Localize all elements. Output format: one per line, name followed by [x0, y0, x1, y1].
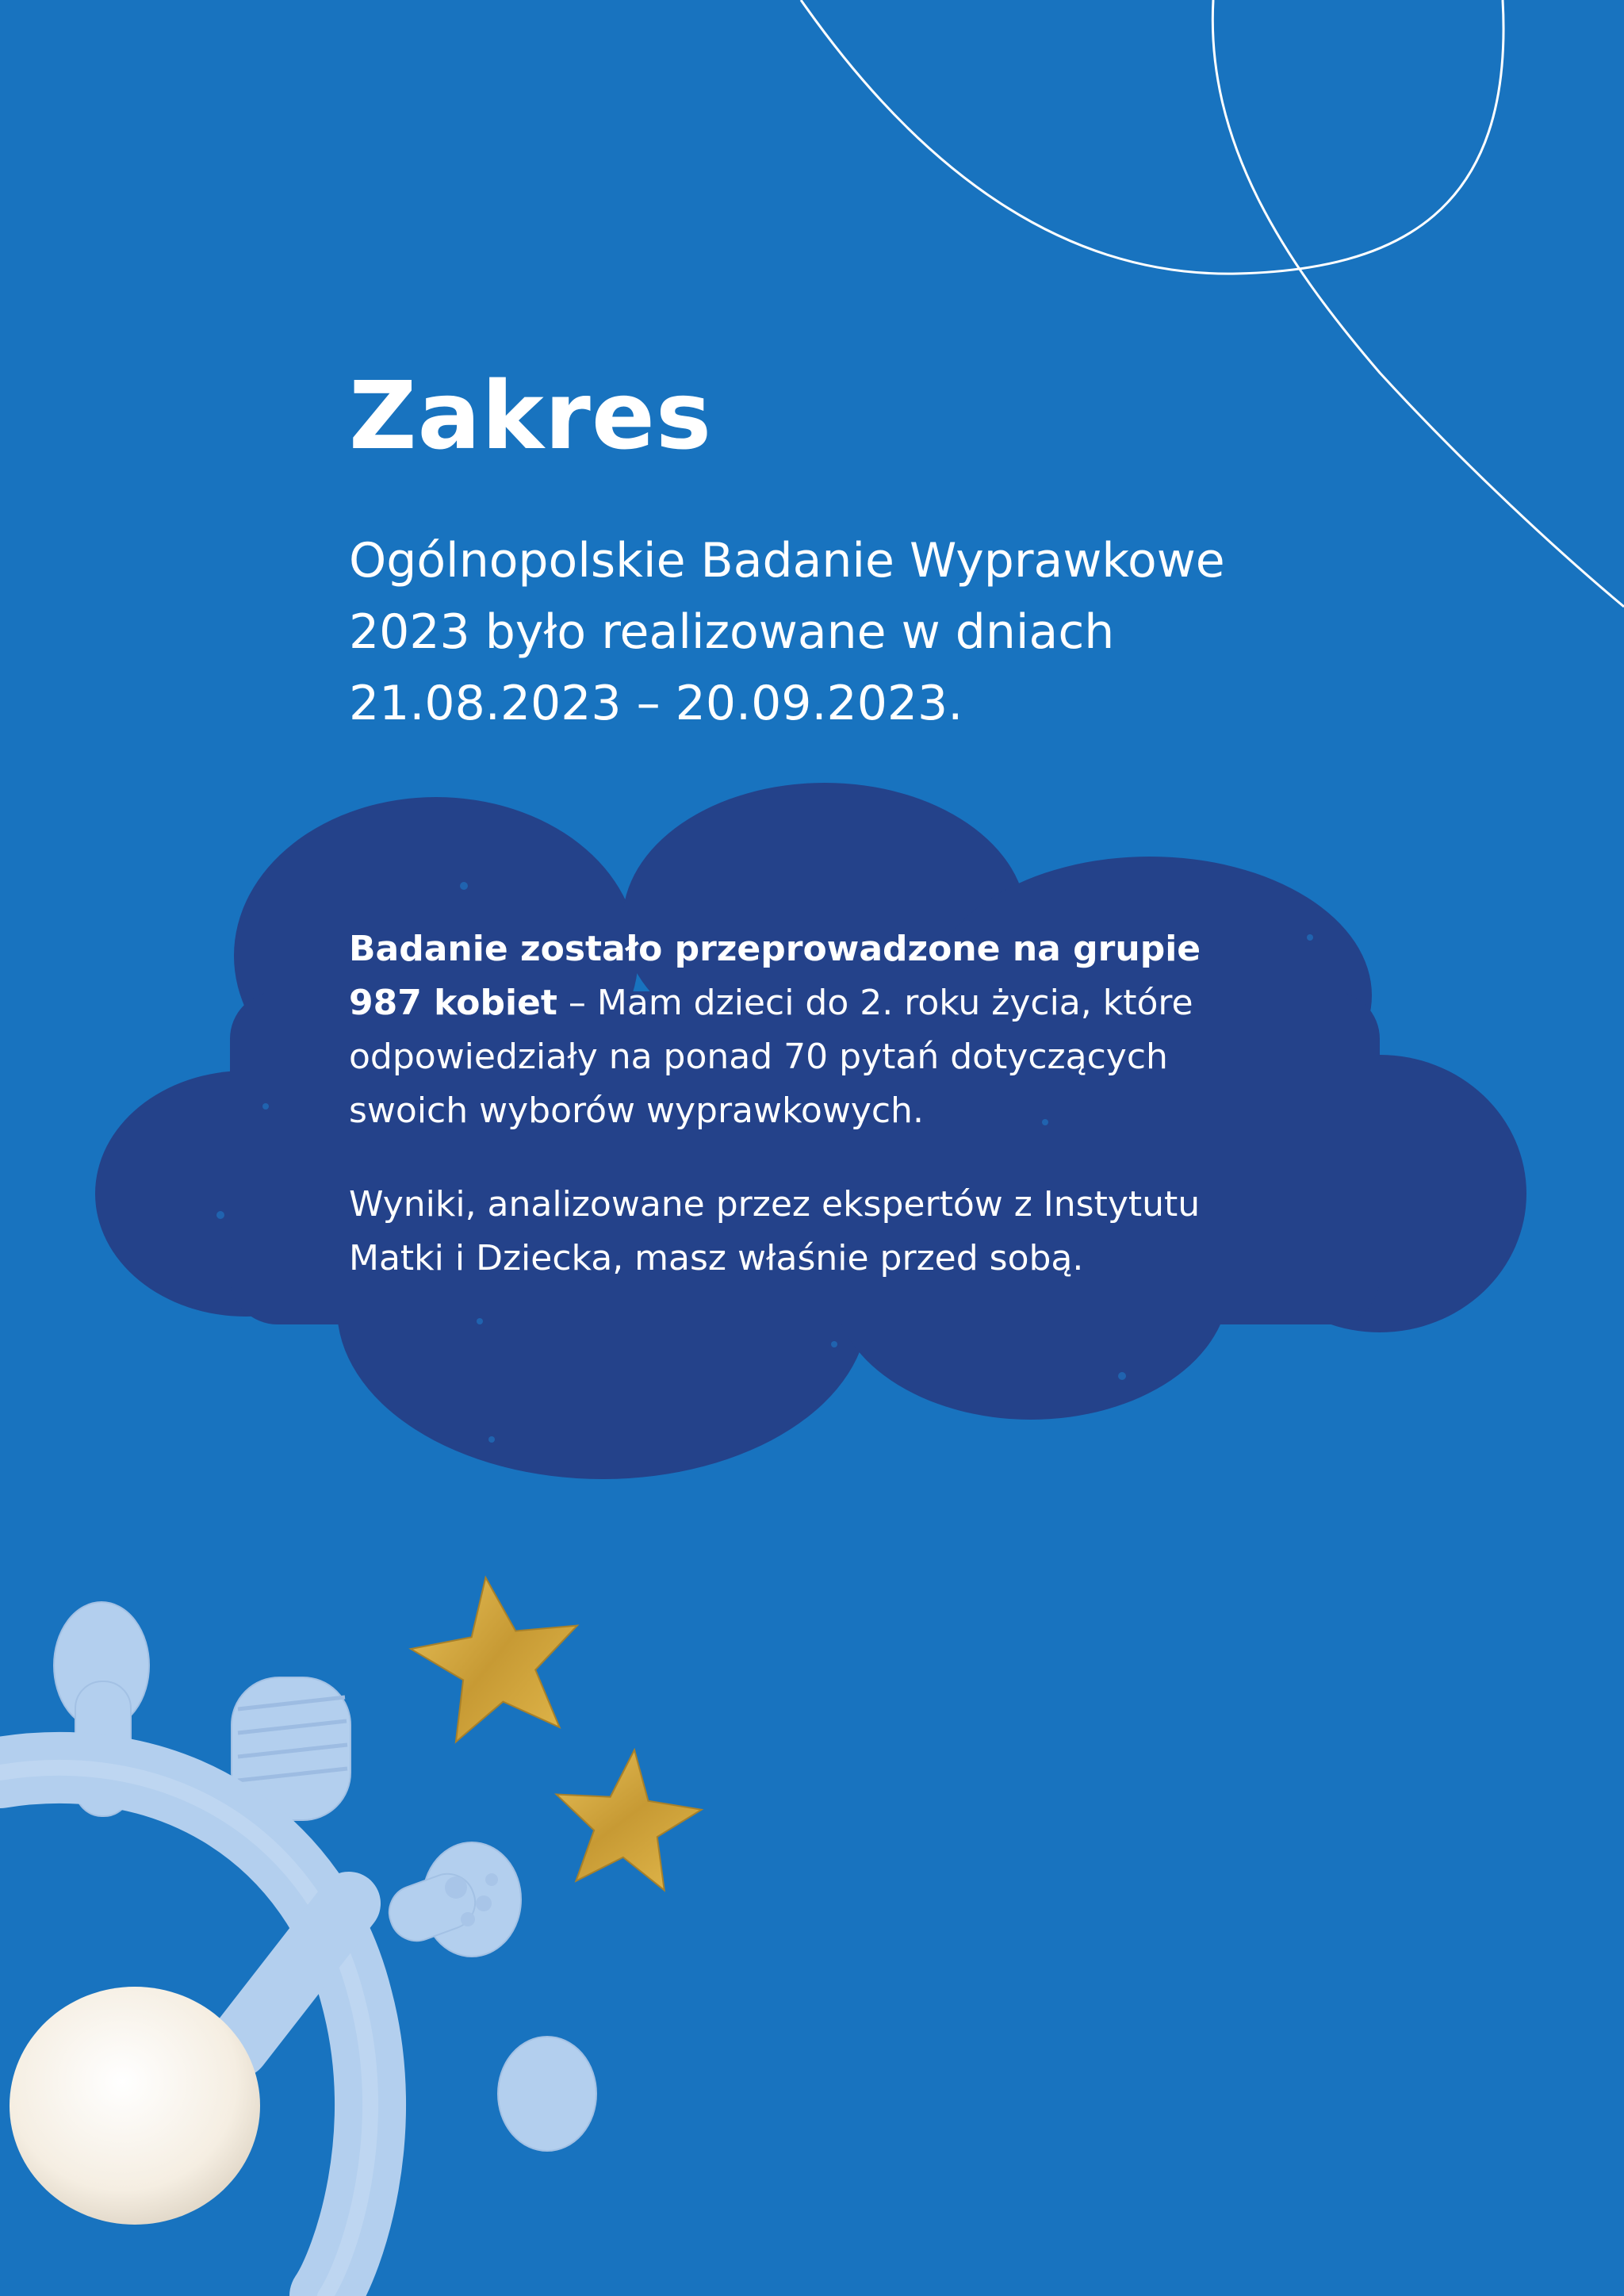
study-line: swoich wyborów wyprawkowych. [349, 1091, 924, 1131]
results-line: Matki i Dziecka, masz właśnie przed sobą. [349, 1238, 1084, 1278]
study-count: 987 kobiet [349, 983, 557, 1023]
intro-text [349, 525, 1380, 739]
study-line: odpowiedziały na ponad 70 pytań dotyczących [349, 1037, 1168, 1077]
page-title: Zakres [349, 361, 713, 470]
study-line-bold: Badanie zostało przeprowadzone na grupie [349, 929, 1201, 969]
results-description [349, 1178, 1300, 1286]
study-line-rest: – Mam dzieci do 2. roku życia, które [557, 983, 1193, 1023]
cloud-text [349, 922, 1300, 1286]
results-line: Wyniki, analizowane przez ekspertów z Instytutu [349, 1184, 1201, 1225]
study-line [349, 976, 1300, 1030]
intro-line: 21.08.2023 – 20.09.2023. [349, 676, 963, 731]
study-description [349, 922, 1300, 1138]
intro-line: 2023 było realizowane w dniach [349, 604, 1115, 660]
intro-line: Ogólnopolskie Badanie Wyprawkowe [349, 533, 1225, 588]
